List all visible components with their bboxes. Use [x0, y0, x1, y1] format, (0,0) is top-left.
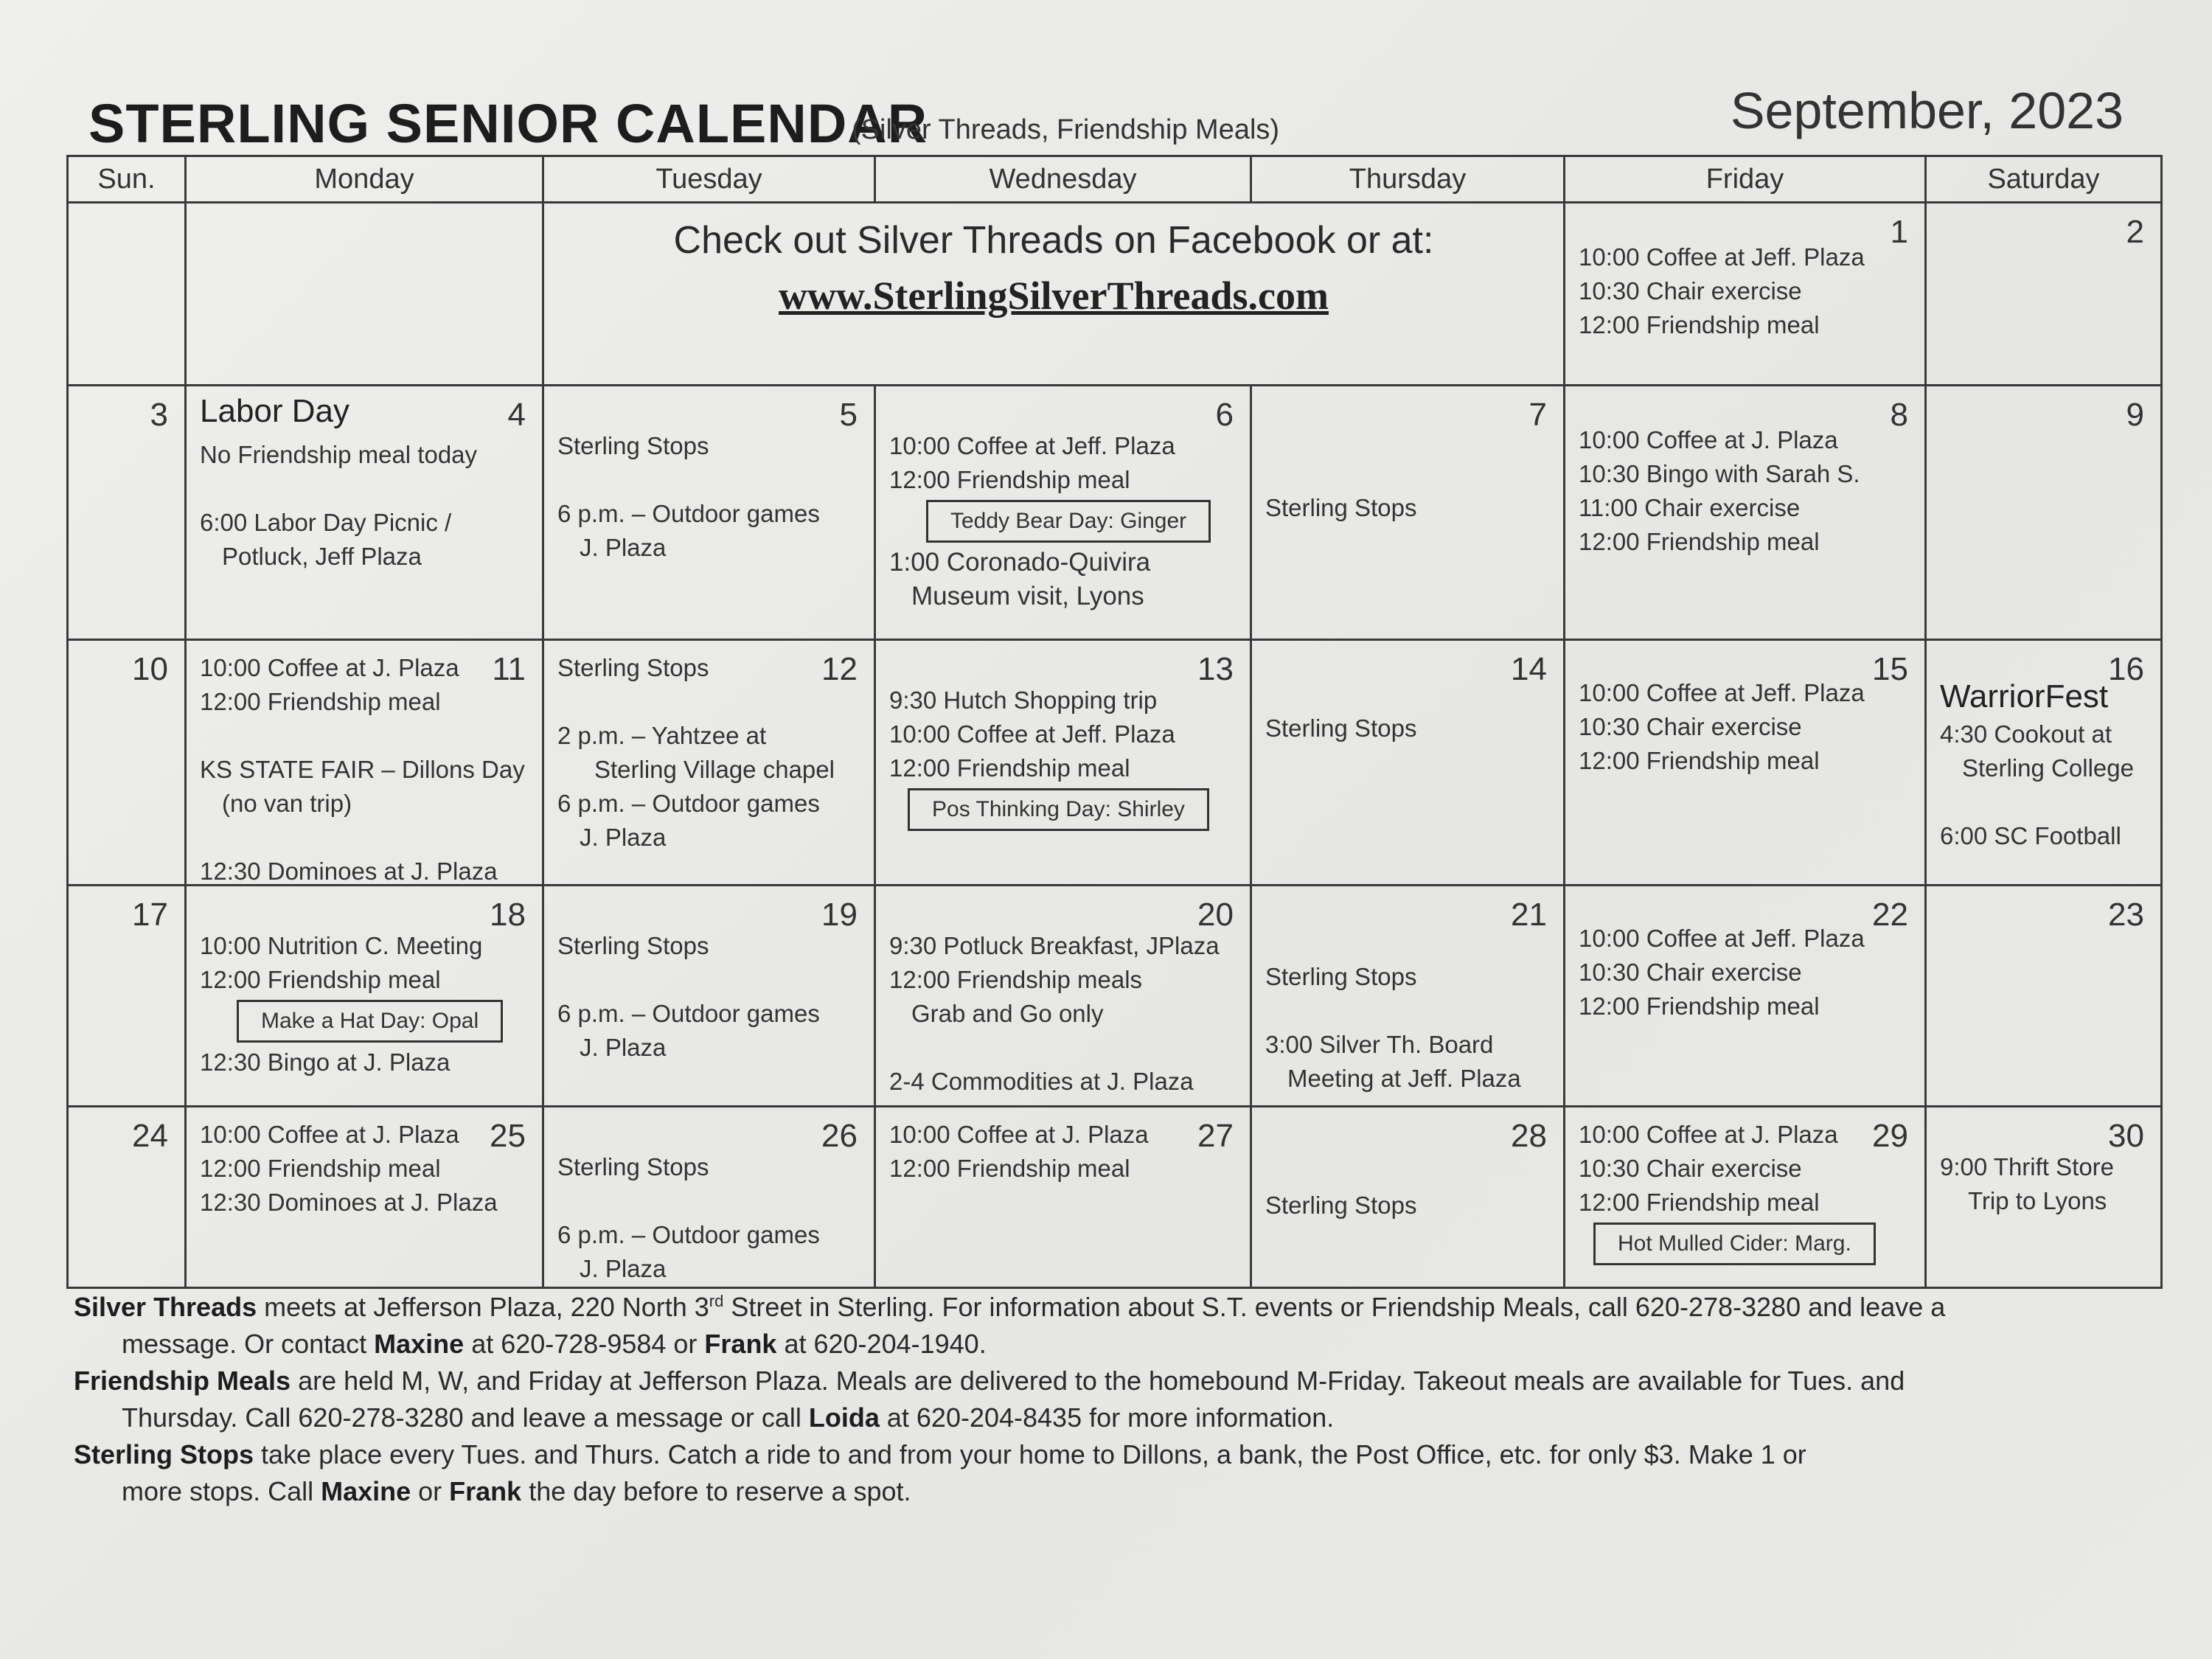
event-text: 10:00 Nutrition C. Meeting [200, 932, 483, 959]
event-text: Sterling Stops [1265, 1192, 1417, 1219]
event-text: 10:00 Coffee at Jeff. Plaza [1579, 925, 1865, 952]
week-row [68, 386, 2162, 640]
day-number: 22 [1872, 897, 1908, 933]
weekday-thu: Thursday [1251, 156, 1565, 203]
event-text: Sterling Stops [1265, 963, 1417, 990]
day-number: 12 [821, 651, 858, 687]
day-number: 1 [1890, 214, 1908, 250]
event-text: Sterling Stops [1265, 494, 1417, 521]
event-text: 10:00 Coffee at J. Plaza [200, 654, 459, 681]
day-number: 18 [490, 897, 526, 933]
promo-url-link[interactable]: www.SterlingSilverThreads.com [779, 274, 1329, 318]
event-text: 12:30 Bingo at J. Plaza [200, 1048, 451, 1076]
weekday-fri: Friday [1565, 156, 1926, 203]
footer-bold: Frank [704, 1329, 777, 1359]
event-text: 3:00 Silver Th. Board [1265, 1031, 1494, 1058]
event-text: 9:30 Potluck Breakfast, JPlaza [889, 932, 1220, 959]
footer-bold: Sterling Stops [74, 1439, 254, 1470]
day-number: 14 [1511, 651, 1547, 687]
event-text: 2 p.m. – Yahtzee at [557, 722, 767, 749]
event-text: Sterling Stops [1265, 714, 1417, 742]
day-cell [1251, 386, 1565, 640]
day-number: 7 [1528, 397, 1547, 433]
event-text: Sterling Stops [557, 654, 709, 681]
footer-text: more stops. Call [122, 1476, 321, 1506]
footer-sterling-stops-cont [74, 1473, 2153, 1510]
day-cell [68, 640, 186, 886]
month-label: September, 2023 [1730, 82, 2124, 139]
day-cell [543, 386, 875, 640]
footer-bold: Friendship Meals [74, 1366, 291, 1396]
event-text: 6 p.m. – Outdoor games [557, 1000, 820, 1027]
footer-text: at 620-728-9584 or [464, 1329, 705, 1359]
weekday-sun: Sun. [68, 156, 186, 203]
event-text: J. Plaza [580, 534, 667, 561]
day-number: 19 [821, 897, 858, 933]
week-row [68, 886, 2162, 1107]
day-cell-empty [186, 203, 543, 386]
event-text: 10:00 Coffee at Jeff. Plaza [889, 720, 1175, 748]
day-number: 16 [2108, 651, 2144, 687]
day-number: 25 [490, 1118, 526, 1154]
day-cell [1251, 1107, 1565, 1288]
day-number: 29 [1872, 1118, 1908, 1154]
holiday-title: Labor Day [200, 393, 350, 429]
page-subtitle: (Silver Threads, Friendship Meals) [852, 114, 1280, 145]
event-text: Grab and Go only [911, 1000, 1104, 1027]
footer-bold: Silver Threads [74, 1292, 257, 1322]
footer-bold: Maxine [321, 1476, 411, 1506]
week-row [68, 1107, 2162, 1288]
footer-text: at 620-204-1940. [776, 1329, 987, 1359]
day-cell [543, 886, 875, 1107]
event-text: Sterling Stops [557, 432, 709, 459]
event-text: Meeting at Jeff. Plaza [1287, 1065, 1521, 1092]
week-row [68, 203, 2162, 386]
event-text: 12:00 Friendship meal [1579, 1189, 1820, 1216]
footer-friendship-meals [74, 1363, 2153, 1399]
day-cell [875, 386, 1251, 640]
day-number: 8 [1890, 397, 1908, 433]
day-cell [1565, 203, 1926, 386]
day-number: 17 [132, 897, 168, 933]
event-text: 10:30 Chair exercise [1579, 1155, 1802, 1182]
day-number: 21 [1511, 897, 1547, 933]
event-text: 9:00 Thrift Store [1940, 1153, 2115, 1180]
event-text: Sterling Stops [557, 932, 709, 959]
footer-text: Thursday. Call 620-278-3280 and leave a message or call [122, 1402, 809, 1433]
event-text: (no van trip) [222, 790, 352, 817]
footer-text: at 620-204-8435 for more information. [879, 1402, 1335, 1433]
event-text: 6:00 Labor Day Picnic / [200, 509, 452, 536]
event-text: 12:00 Friendship meal [200, 966, 441, 993]
footer-text: Street in Sterling. For information about S.T. events or Friendship Meals, call 620-278-3280 and leave a [723, 1292, 1946, 1322]
week-row [68, 640, 2162, 886]
day-number: 23 [2108, 897, 2144, 933]
day-number: 30 [2108, 1118, 2144, 1154]
day-cell [543, 640, 875, 886]
theme-day-box: Hot Mulled Cider: Marg. [1593, 1222, 1876, 1265]
day-cell [1926, 1107, 2162, 1288]
event-text: 2-4 Commodities at J. Plaza [889, 1068, 1194, 1095]
title-row [81, 81, 2138, 155]
day-cell-empty [68, 203, 186, 386]
event-text: 10:30 Bingo with Sarah S. [1579, 460, 1860, 487]
day-cell [1926, 640, 2162, 886]
event-text: 10:30 Chair exercise [1579, 959, 1802, 986]
event-text: 6:00 SC Football [1940, 822, 2121, 849]
footer-bold: Loida [808, 1402, 880, 1433]
day-cell [1565, 640, 1926, 886]
day-number: 4 [507, 397, 526, 433]
theme-day-box: Pos Thinking Day: Shirley [908, 788, 1209, 831]
event-text: 12:30 Dominoes at J. Plaza [200, 858, 498, 885]
day-cell [68, 386, 186, 640]
event-text: Sterling Village chapel [594, 756, 835, 783]
event-text: 12:00 Friendship meal [889, 754, 1130, 782]
event-text: 10:00 Coffee at J. Plaza [889, 1121, 1149, 1148]
weekday-wed: Wednesday [875, 156, 1251, 203]
event-text: 12:00 Friendship meal [200, 688, 441, 715]
event-text: Trip to Lyons [1968, 1187, 2107, 1214]
day-number: 11 [492, 651, 526, 687]
event-text: 6 p.m. – Outdoor games [557, 790, 820, 817]
event-text: 6 p.m. – Outdoor games [557, 500, 820, 527]
day-cell [186, 886, 543, 1107]
theme-day-box: Teddy Bear Day: Ginger [926, 500, 1211, 543]
event-text: 10:30 Chair exercise [1579, 713, 1802, 740]
event-text: 10:00 Coffee at J. Plaza [1579, 1121, 1838, 1148]
day-number: 3 [150, 397, 168, 433]
footer-text: are held M, W, and Friday at Jefferson Plaza. Meals are delivered to the homebound M-Friday. Takeout meals are available for Tues. and [291, 1366, 1905, 1396]
day-number: 20 [1197, 897, 1234, 933]
event-text: 9:30 Hutch Shopping trip [889, 686, 1158, 714]
event-text: Potluck, Jeff Plaza [222, 543, 422, 570]
footer-text: take place every Tues. and Thurs. Catch a ride to and from your home to Dillons, a bank, the Post Office, etc. for only $3. Make 1 or [254, 1439, 1806, 1470]
day-number: 9 [2126, 397, 2144, 433]
event-text: Sterling Stops [557, 1153, 709, 1180]
day-number: 27 [1197, 1118, 1234, 1154]
event-text: 12:30 Dominoes at J. Plaza [200, 1189, 498, 1216]
event-text: 4:30 Cookout at [1940, 720, 2112, 748]
day-cell [186, 640, 543, 886]
promo-text: Check out Silver Threads on Facebook or at: [673, 219, 1434, 262]
footer-text: the day before to reserve a spot. [521, 1476, 911, 1506]
day-number: 28 [1511, 1118, 1547, 1154]
day-cell [1251, 886, 1565, 1107]
day-number: 2 [2126, 214, 2144, 250]
event-text: 1:00 Coronado-Quivira [889, 548, 1151, 577]
event-text: J. Plaza [580, 1255, 667, 1282]
weekday-header-row [68, 156, 2162, 203]
event-text: 12:00 Friendship meal [889, 466, 1130, 493]
day-cell [1251, 640, 1565, 886]
event-text: J. Plaza [580, 824, 667, 851]
event-text: Museum visit, Lyons [911, 582, 1144, 611]
event-text: 10:00 Coffee at Jeff. Plaza [1579, 243, 1865, 271]
event-text: 11:00 Chair exercise [1579, 494, 1801, 521]
day-number: 6 [1215, 397, 1234, 433]
footer-text: meets at Jefferson Plaza, 220 North 3 [257, 1292, 709, 1322]
day-number: 5 [839, 397, 858, 433]
footer-silver-threads-cont [74, 1326, 2153, 1363]
event-text: 12:00 Friendship meal [1579, 311, 1820, 338]
weekday-mon: Monday [186, 156, 543, 203]
footer-friendship-meals-cont [74, 1399, 2153, 1436]
day-cell [1926, 886, 2162, 1107]
day-cell [1926, 203, 2162, 386]
footer-bold: Frank [449, 1476, 522, 1506]
weekday-sat: Saturday [1926, 156, 2162, 203]
footer-sterling-stops [74, 1436, 2153, 1473]
event-text: 10:00 Coffee at Jeff. Plaza [1579, 679, 1865, 706]
theme-day-box: Make a Hat Day: Opal [237, 1000, 503, 1043]
event-text: 12:00 Friendship meal [200, 1155, 441, 1182]
footer-sup: rd [709, 1292, 724, 1310]
event-text: 10:00 Coffee at J. Plaza [1579, 426, 1838, 453]
day-number: 15 [1872, 651, 1908, 687]
event-text: No Friendship meal today [200, 441, 478, 468]
day-cell [875, 640, 1251, 886]
day-number: 13 [1197, 651, 1234, 687]
event-text: 6 p.m. – Outdoor games [557, 1221, 820, 1248]
footer-text: message. Or contact [122, 1329, 375, 1359]
footer-text: or [411, 1476, 450, 1506]
footer-silver-threads [74, 1283, 2153, 1326]
day-cell [1926, 386, 2162, 640]
event-text: 12:00 Friendship meal [1579, 992, 1820, 1020]
day-number: 24 [132, 1118, 168, 1154]
day-cell [875, 886, 1251, 1107]
event-text: 12:00 Friendship meals [889, 966, 1143, 993]
event-text: 10:30 Chair exercise [1579, 277, 1802, 305]
footer-bold: Maxine [374, 1329, 465, 1359]
day-cell [68, 886, 186, 1107]
event-text: 10:00 Coffee at J. Plaza [200, 1121, 459, 1148]
day-cell [875, 1107, 1251, 1288]
footer-notes [74, 1283, 2153, 1510]
event-text: 12:00 Friendship meal [889, 1155, 1130, 1182]
event-title: WarriorFest [1940, 678, 2109, 714]
day-cell [1565, 886, 1926, 1107]
day-cell [186, 1107, 543, 1288]
weekday-tue: Tuesday [543, 156, 875, 203]
day-cell [1565, 386, 1926, 640]
event-text: Sterling College [1962, 754, 2134, 782]
event-text: KS STATE FAIR – Dillons Day [200, 756, 525, 783]
day-cell [1565, 1107, 1926, 1288]
event-text: J. Plaza [580, 1034, 667, 1061]
day-number: 26 [821, 1118, 858, 1154]
day-cell [68, 1107, 186, 1288]
day-cell [543, 1107, 875, 1288]
day-cell [186, 386, 543, 640]
calendar-grid [66, 155, 2160, 1283]
event-text: 12:00 Friendship meal [1579, 747, 1820, 774]
event-text: 12:00 Friendship meal [1579, 528, 1820, 555]
event-text: 10:00 Coffee at Jeff. Plaza [889, 432, 1175, 459]
promo-cell [543, 203, 1565, 386]
page-title: STERLING SENIOR CALENDAR [88, 93, 928, 154]
day-number: 10 [132, 651, 168, 687]
